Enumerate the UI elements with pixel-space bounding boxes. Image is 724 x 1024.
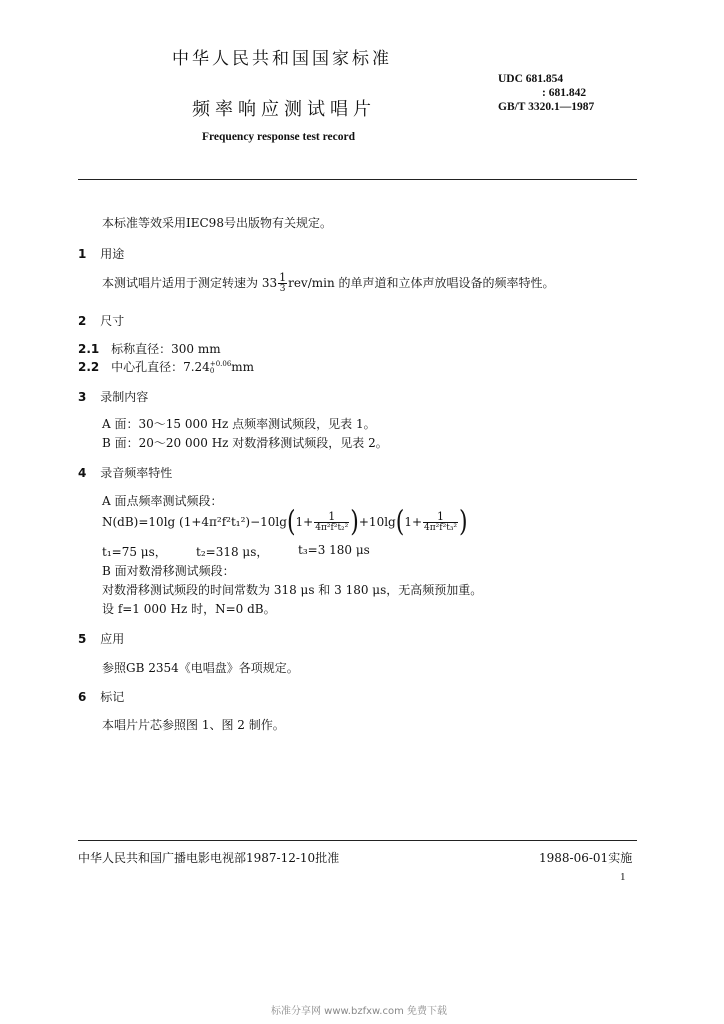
- unit: mm: [231, 360, 255, 374]
- fraction-numerator: 1: [314, 511, 349, 523]
- header-divider: [78, 179, 637, 180]
- section-1-text: [102, 272, 555, 295]
- effective-date: 1988-06-01实施: [539, 851, 633, 865]
- section-3-side-b: B 面：20～20 000 Hz 对数滑移测试频段，见表 2。: [102, 436, 388, 450]
- tolerance: [210, 361, 231, 375]
- section-number: 1: [78, 247, 87, 261]
- paren-open: (: [286, 506, 296, 539]
- section-title: 录制内容: [100, 390, 149, 404]
- section-4-side-b: B 面对数滑移测试频段：: [102, 564, 235, 578]
- paren-open: (: [395, 506, 405, 539]
- formula-fraction-t3: [423, 511, 458, 534]
- paren-close: ): [459, 506, 468, 539]
- subsection-text: 中心孔直径：7.24: [111, 360, 210, 374]
- time-constant-t1: t₁=75 μs，: [102, 545, 167, 559]
- gb-number: GB/T 3320.1—1987: [498, 101, 595, 113]
- footer-divider: [78, 840, 637, 841]
- text-part: 本测试唱片适用于测定转速为 33: [102, 276, 278, 290]
- section-6-heading: [78, 688, 124, 705]
- section-2-2: [78, 358, 254, 375]
- fraction-numerator: 1: [279, 271, 287, 284]
- subsection-number: 2.2: [78, 360, 100, 374]
- fraction-denominator: 3: [279, 284, 286, 294]
- page-number: 1: [620, 871, 626, 883]
- section-3-heading: [78, 388, 148, 405]
- intro-paragraph: 本标准等效采用IEC98号出版物有关规定。: [102, 216, 332, 230]
- subsection-number: 2.1: [78, 342, 100, 356]
- udc-code-2: : 681.842: [542, 87, 587, 99]
- section-number: 5: [78, 632, 87, 646]
- subsection-text: 标称直径：300 mm: [111, 342, 221, 356]
- section-number: 3: [78, 390, 87, 404]
- section-title: 应用: [100, 632, 125, 646]
- issuing-organization: 中华人民共和国国家标准: [172, 49, 392, 69]
- time-constant-t2: t₂=318 μs，: [196, 545, 269, 559]
- tolerance-upper: +0.06: [209, 359, 232, 368]
- fraction-denominator: 4π²f²t₂²: [315, 523, 349, 533]
- section-1-heading: [78, 245, 124, 262]
- section-4-side-b-reference: 设 f=1 000 Hz 时，N=0 dB。: [102, 602, 276, 616]
- udc-code-1: UDC 681.854: [498, 73, 564, 85]
- site-watermark: 标准分享网 www.bzfxw.com 免费下载: [271, 1006, 447, 1017]
- section-4-heading: [78, 464, 172, 481]
- section-2-heading: [78, 312, 124, 329]
- section-5-text: 参照GB 2354《电唱盘》各项规定。: [102, 661, 299, 675]
- paren-close: ): [350, 506, 359, 539]
- section-5-heading: [78, 630, 124, 647]
- formula-part: 1+: [404, 515, 423, 529]
- frequency-response-formula: [102, 506, 468, 539]
- formula-part: +10lg: [358, 515, 396, 529]
- tolerance-lower: 0: [209, 366, 215, 375]
- section-title: 用途: [100, 247, 125, 261]
- fraction-one-third: [278, 272, 287, 295]
- classification-block: [498, 72, 594, 114]
- approval-line: 中华人民共和国广播电影电视部1987-12-10批准: [78, 851, 340, 865]
- section-6-text: 本唱片片芯参照图 1、图 2 制作。: [102, 718, 285, 732]
- section-number: 6: [78, 690, 87, 704]
- section-3-side-a: A 面：30～15 000 Hz 点频率测试频段，见表 1。: [102, 417, 376, 431]
- section-2-1: [78, 340, 221, 357]
- formula-part: N(dB)=10lg (1+4π²f²t₁²)−10lg: [102, 515, 287, 529]
- text-part: rev/min 的单声道和立体声放唱设备的频率特性。: [288, 276, 555, 290]
- section-number: 2: [78, 314, 87, 328]
- section-4-side-b-text: 对数滑移测试频段的时间常数为 318 μs 和 3 180 μs，无高频预加重。: [102, 583, 483, 597]
- section-number: 4: [78, 466, 87, 480]
- section-title: 尺寸: [100, 314, 125, 328]
- formula-part: 1+: [295, 515, 314, 529]
- fraction-denominator: 4π²f²t₃²: [424, 523, 458, 533]
- formula-fraction-t2: [314, 511, 349, 534]
- section-title: 标记: [100, 690, 125, 704]
- time-constant-t3: t₃=3 180 μs: [298, 543, 370, 557]
- english-subtitle: Frequency response test record: [202, 131, 355, 143]
- section-4-side-a: A 面点频率测试频段：: [102, 494, 223, 508]
- fraction-numerator: 1: [423, 511, 458, 523]
- document-title: 频率响应测试唱片: [192, 99, 376, 120]
- section-title: 录音频率特性: [100, 466, 173, 480]
